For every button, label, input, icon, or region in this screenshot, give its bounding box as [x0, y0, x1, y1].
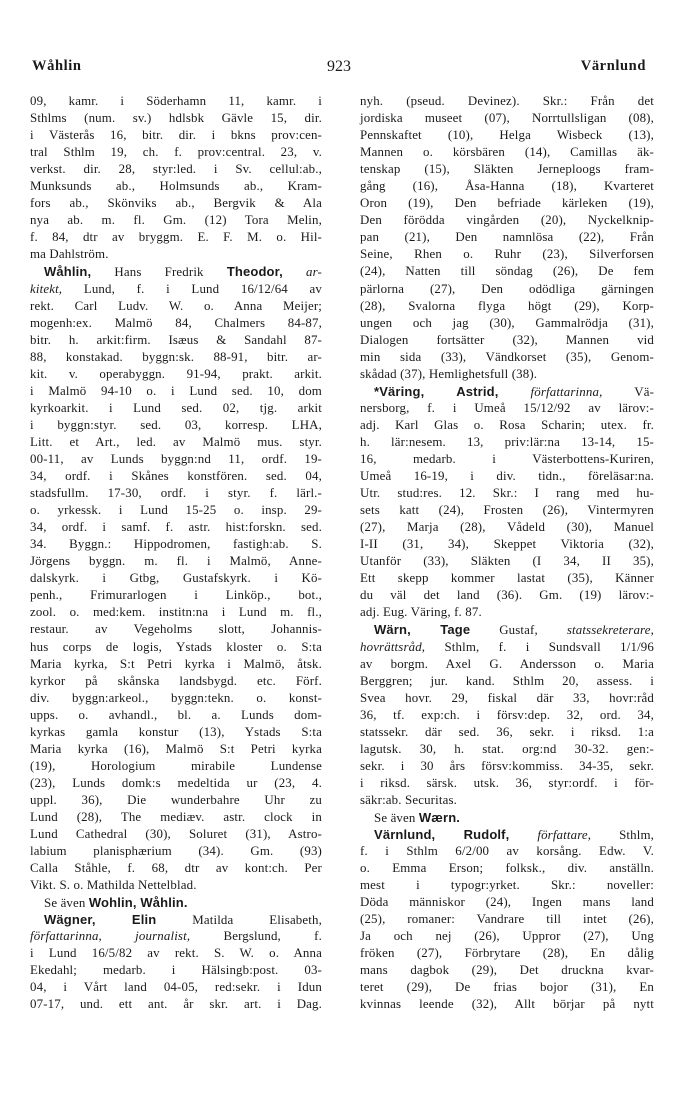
text-run: 34. Byggn.: Hippodromen, fastigh:ab. S.	[30, 537, 322, 552]
text-line	[360, 93, 654, 110]
text-line	[360, 212, 654, 229]
text-line	[30, 366, 322, 383]
text-line	[30, 826, 322, 843]
text-line	[30, 502, 322, 519]
text-line	[360, 724, 654, 741]
text-run: fröken (27), Förbrytare (28), En dålig	[360, 946, 654, 961]
text-run: 88, konstakad. byggn:sk. 88-91, bitr. ar-	[30, 349, 322, 364]
text-line	[360, 400, 654, 417]
text-run: mest i typogr:yrket. Skr.: noveller:	[360, 878, 654, 893]
text-run: Jörgens byggn. m. fl. i Malmö, Anne-	[30, 554, 322, 569]
text-line	[360, 434, 654, 451]
text-run: Sthlm,	[591, 828, 654, 843]
text-run: kyrkor på skånska landsbygd. etc. Förf.	[30, 673, 322, 688]
text-line	[360, 110, 654, 127]
text-run: Matilda Elisabeth,	[156, 913, 322, 928]
text-run: 34, ordf. i samf. f. astr. hist:forskn. sed.	[30, 520, 322, 535]
text-line	[30, 536, 322, 553]
text-line	[360, 229, 654, 246]
text-run: Mannen o. körsbären (14), Camillas äk-	[360, 145, 654, 160]
text-line	[30, 332, 322, 349]
text-line	[360, 621, 654, 638]
right-text-column	[360, 93, 654, 1014]
text-line	[30, 604, 322, 621]
text-run: h. lär:nesem. 13, priv:lär:na 13-14, 15-	[360, 434, 654, 449]
text-run: verkst. dir. 28, styr:led. i Sv. cellul:ab.,	[30, 162, 322, 177]
text-run: tral Sthlm 19, ch. f. prov:central. 23, v.	[30, 145, 322, 160]
text-line	[30, 741, 322, 758]
text-run: Bergslund, f.	[190, 929, 322, 944]
text-run: Hans Fredrik	[91, 265, 227, 280]
text-run: kvinnas leende (32), Allt börjar på nytt	[360, 997, 654, 1012]
entry-occupation: statssekreterare,	[566, 623, 654, 638]
text-line	[360, 383, 654, 400]
text-line	[360, 707, 654, 724]
text-line	[30, 911, 322, 928]
text-line	[30, 758, 322, 775]
text-line	[360, 792, 654, 809]
text-line	[30, 161, 322, 178]
text-line	[30, 93, 322, 110]
text-run: rekt. Carl Ludv. W. o. Anna Meijer;	[30, 298, 322, 313]
text-line	[360, 553, 654, 570]
entry-headword: Wärn, Tage	[374, 622, 471, 638]
text-line	[360, 127, 654, 144]
text-run: f. 84, dtr av bryggm. E. F. M. o. Hil-	[30, 230, 322, 245]
text-line	[30, 195, 322, 212]
text-run: uppl. 36), Die wunderbahre Uhr zu	[30, 792, 322, 807]
text-line	[30, 877, 322, 894]
text-line	[360, 690, 654, 707]
text-line	[30, 229, 322, 246]
text-run: nya ab. m. fl. Gm. (12) Tora Melin,	[30, 213, 322, 228]
text-line	[30, 996, 322, 1013]
text-line	[360, 673, 654, 690]
text-line	[360, 468, 654, 485]
text-line	[30, 860, 322, 877]
text-line	[360, 945, 654, 962]
text-run: (25), romaner: Vandrare till intet (26),	[360, 912, 654, 927]
entry-occupation: hovrättsråd,	[360, 639, 426, 654]
text-line	[30, 690, 322, 707]
entry-headword: *Väring, Astrid,	[374, 383, 499, 399]
text-run: statssekr. där sed. 36, sekr. i riksd. 1:a	[360, 724, 654, 739]
text-line	[30, 809, 322, 826]
text-run: Berggren; jur. kand. Sthlm 20, assess. i	[360, 673, 654, 688]
text-line	[360, 758, 654, 775]
text-line	[30, 945, 322, 962]
text-run: teret (29), De frias bojor (31), En	[360, 980, 654, 995]
text-line	[360, 979, 654, 996]
text-line	[360, 366, 654, 383]
text-line	[30, 451, 322, 468]
text-line	[30, 110, 322, 127]
entry-headword: Wærn.	[418, 809, 461, 825]
text-run: Lund Cathedral (30), Soluret (31), Astro-	[30, 827, 322, 842]
text-run: sekr. i 30 års försv:kommiss. 34-35, sekr.	[360, 758, 654, 773]
text-line	[360, 281, 654, 298]
text-run: Döda människor (24), Ingen mans land	[360, 895, 654, 910]
text-line	[360, 349, 654, 366]
text-run: (24), Natten till söndag (26), De fem	[360, 264, 654, 279]
text-line	[360, 263, 654, 280]
text-run: pärlorna (27), Den odödliga gärningen	[360, 281, 654, 296]
running-header	[32, 58, 646, 80]
text-run: Umeå 16-19, i div. tidn., föreläsar:na.	[360, 469, 654, 484]
text-line	[30, 417, 322, 434]
text-line	[30, 673, 322, 690]
text-line	[30, 962, 322, 979]
text-run: 36, tf. exp:ch. i försv:dep. 32, ord. 34,	[360, 707, 654, 722]
text-run: ungen och jag (30), Gammalrödja (31),	[360, 315, 654, 330]
text-run: 00-11, av Lunds byggn:nd 11, ordf. 19-	[30, 451, 322, 466]
text-line	[360, 519, 654, 536]
text-line	[30, 144, 322, 161]
text-run: adj. Eug. Väring, f. 87.	[360, 605, 482, 620]
text-line	[30, 178, 322, 195]
text-run: mogenh:ex. Malmö 84, Chalmers 84-87,	[30, 315, 322, 330]
text-line	[30, 775, 322, 792]
text-run: adj. Karl Glas o. Rosa Scharin; utex. fr.	[360, 417, 654, 432]
text-run: 16, medarb. i Västerbottens-Kuriren,	[360, 451, 654, 466]
text-line	[30, 485, 322, 502]
text-line	[30, 383, 322, 400]
text-run: säkr:ab. Securitas.	[360, 792, 457, 807]
text-run: 34, ordf. i Skånes konstfören. sed. 04,	[30, 469, 322, 484]
text-run: i Västerås 16, bitr. dir. i bkns prov:cen-	[30, 128, 322, 143]
text-line	[30, 212, 322, 229]
text-run: nersborg, f. i Umeå 15/12/92 av lärov:-	[360, 400, 654, 415]
text-run: dalskyrk. i Gtbg, Gustafskyrk. i Kö-	[30, 571, 322, 586]
text-run: (23), Lunds domk:s medeltida ur (23, 4.	[30, 775, 322, 790]
text-line	[360, 996, 654, 1013]
text-run: Lund (28), The mediæv. astr. clock in	[30, 809, 322, 824]
text-run: 09, kamr. i Söderhamn 11, kamr. i	[30, 94, 322, 108]
text-run: Utr. stud:res. 12. Skr.: I rang med hu-	[360, 486, 654, 501]
text-run: i byggn:styr. sed. 03, korresp. LHA,	[30, 417, 322, 432]
text-line	[360, 911, 654, 928]
text-run: stadsfullm. 17-30, ordf. i styr. f. lärl.-	[30, 486, 322, 501]
text-line	[30, 979, 322, 996]
text-run: Se även	[44, 896, 89, 911]
entry-headword: Theodor,	[226, 264, 283, 280]
text-run: bitr. h. arkit:firm. Isæus & Sandahl 87-	[30, 332, 322, 347]
text-run: Pennskaftet (10), Helga Wisbeck (13),	[360, 128, 654, 143]
text-run: kyrkas gamla konstur (13), Ystads S:ta	[30, 724, 322, 739]
text-line	[30, 315, 322, 332]
text-line	[360, 604, 654, 621]
entry-occupation: ar-	[282, 265, 322, 280]
text-run: 07-17, und. ett ant. år skr. art. i Dag.	[30, 997, 322, 1012]
text-line	[360, 826, 654, 843]
text-line	[360, 894, 654, 911]
text-run: fors ab., Skönviks ab., Bergvik & Ala	[30, 196, 322, 211]
text-line	[360, 741, 654, 758]
text-run: Gustaf,	[470, 623, 567, 638]
page-number: 923	[327, 58, 351, 75]
text-run: restaur. av Vegeholms slott, Johannis-	[30, 622, 322, 637]
text-line	[360, 877, 654, 894]
entry-occupation: kitekt,	[30, 281, 63, 296]
text-line	[30, 587, 322, 604]
text-line	[30, 894, 322, 911]
text-run: Ekedahl; medarb. i Hälsingb:post. 03-	[30, 963, 322, 978]
text-run: mans dagbok (29), Det druckna kvar-	[360, 963, 654, 978]
text-line	[360, 656, 654, 673]
header-left-guide-word: Wåhlin	[32, 58, 82, 74]
text-line	[30, 639, 322, 656]
text-run: i riksd. särsk. utsk. 36, styr:ordf. i för-	[360, 775, 654, 790]
text-line	[30, 246, 322, 263]
text-run: Sthlms (num. sv.) hdlsbk Gävle 15, dir.	[30, 111, 322, 126]
text-line	[30, 434, 322, 451]
header-right-guide-word: Värnlund	[580, 58, 646, 74]
text-run: zool. o. med:kem. institn:na i Lund m. fl.,	[30, 605, 322, 620]
text-run: (28), Svalorna flyga högt (29), Korp-	[360, 298, 654, 313]
text-run: Seine, Rhen o. Ruhr (23), Silverforsen	[360, 247, 654, 262]
text-line	[360, 144, 654, 161]
entry-headword: Wohlin, Wåhlin.	[88, 895, 188, 911]
text-line	[360, 775, 654, 792]
text-line	[30, 281, 322, 298]
text-line	[360, 502, 654, 519]
entry-headword: Wåhlin,	[44, 264, 92, 280]
entry-occupation: författarinna, journalist,	[30, 929, 191, 944]
text-line	[30, 656, 322, 673]
text-run: skådad (37), Hemlighetsfull (38).	[360, 366, 538, 381]
text-run: Munksunds ab., Holmsunds ab., Kram-	[30, 179, 322, 194]
entry-headword: Värnlund, Rudolf,	[374, 827, 510, 843]
text-run: 04, i Vårt land 04-05, red:sekr. i Idun	[30, 980, 322, 995]
text-run: i Lund 16/5/82 av rekt. S. W. o. Anna	[30, 946, 322, 961]
text-line	[30, 263, 322, 280]
text-run: labium planisphærium (34). Gm. (93)	[30, 844, 322, 859]
text-run: ma Dahlström.	[30, 247, 109, 262]
text-run: du väl det land (36). Gm. (19) lärov:-	[360, 588, 654, 603]
entry-occupation: författare,	[509, 828, 592, 843]
text-line	[30, 468, 322, 485]
text-line	[30, 928, 322, 945]
text-run: av borgm. Axel G. Andersson o. Maria	[360, 656, 654, 671]
text-line	[360, 860, 654, 877]
text-line	[360, 332, 654, 349]
text-line	[30, 792, 322, 809]
text-line	[360, 570, 654, 587]
text-run: hus corps de logis, Ystads kloster o. S:ta	[30, 639, 322, 654]
text-line	[30, 298, 322, 315]
text-line	[360, 246, 654, 263]
text-run: Svea hovr. 29, fiskal där 33, hovr:råd	[360, 690, 654, 705]
text-line	[30, 707, 322, 724]
text-run: Maria kyrka, S:t Petri kyrka i Malmö, åtsk.	[30, 656, 322, 671]
text-line	[360, 161, 654, 178]
text-run: penh., Frimurarlogen i Linköp., bot.,	[30, 588, 322, 603]
text-run: Den förödda vingården (20), Nyckelknip-	[360, 213, 654, 228]
text-run: Litt. et Art., led. av Malmö mus. styr.	[30, 434, 322, 449]
text-line	[360, 843, 654, 860]
text-run: jordiska museet (07), Norrtullsligan (08),	[360, 111, 654, 126]
text-line	[360, 536, 654, 553]
text-line	[30, 553, 322, 570]
text-run: tenskap (15), Släkten Jerneploogs fram-	[360, 162, 654, 177]
text-run: Calla Ståhle, f. 68, dtr av kont:ch. Per	[30, 861, 322, 876]
text-run: Sthlm, f. i Sundsvall 1/1/96	[425, 639, 654, 654]
entry-occupation: författarinna,	[498, 384, 603, 399]
text-run: nyh. (pseud. Devinez). Skr.: Från det	[360, 94, 654, 108]
text-line	[360, 417, 654, 434]
text-run: kit. v. operabyggn. 91-94, prakt. arkit.	[30, 366, 322, 381]
entry-headword: Wägner, Elin	[44, 912, 157, 928]
text-run: Ja och nej (26), Uppror (27), Ung	[360, 929, 654, 944]
text-run: (19), Horologium mirabile Lundense	[30, 758, 322, 773]
text-line	[30, 570, 322, 587]
text-run: f. i Sthlm 6/2/00 av korsång. Edw. V.	[360, 844, 654, 859]
text-run: Lund, f. i Lund 16/12/64 av	[62, 281, 322, 296]
text-run: lagutsk. 30, h. stat. org:nd 30-32. gen:-	[360, 741, 654, 756]
text-run: Vikt. S. o. Mathilda Nettelblad.	[30, 878, 197, 893]
text-run: I-II (31, 34), Skeppet Viktoria (32),	[360, 537, 654, 552]
text-line	[360, 962, 654, 979]
text-run: Ett skepp kommer lastat (35), Känner	[360, 571, 654, 586]
text-run: Maria kyrka (16), Malmö S:t Petri kyrka	[30, 741, 322, 756]
text-line	[30, 724, 322, 741]
text-run: min sida (33), Vändkorset (35), Genom-	[360, 349, 654, 364]
text-line	[360, 928, 654, 945]
text-run: sets katt (24), Frosten (26), Vintermyren	[360, 503, 654, 518]
text-run: pan (21), Den namnlösa (22), Från	[360, 230, 654, 245]
text-run: Dialogen fortsätter (32), Mannen vid	[360, 332, 654, 347]
text-run: i Malmö 94-10 o. i Lund sed. 10, dom	[30, 383, 322, 398]
text-run: o. yrkessk. i Lund 15-25 o. insp. 29-	[30, 503, 322, 518]
text-line	[360, 451, 654, 468]
text-run: gång (16), Åsa-Hanna (18), Kvarteret	[360, 179, 654, 194]
text-run: o. Emma Erson; folksk., div. anställn.	[360, 861, 654, 876]
text-line	[360, 195, 654, 212]
text-line	[360, 315, 654, 332]
text-run: kyrkoarkit. i Lund sed. 02, tjg. arkit	[30, 400, 322, 415]
text-run: Oron (19), Den befriade kärleken (19),	[360, 196, 654, 211]
text-run: Se även	[374, 810, 419, 825]
text-line	[30, 621, 322, 638]
left-text-column	[30, 93, 322, 1014]
text-line	[30, 519, 322, 536]
text-run: (27), Marja (28), Vådeld (30), Manuel	[360, 520, 654, 535]
text-line	[360, 639, 654, 656]
text-line	[360, 587, 654, 604]
text-line	[360, 178, 654, 195]
text-run: Vä-	[602, 384, 655, 399]
text-line	[360, 485, 654, 502]
text-line	[30, 127, 322, 144]
text-line	[30, 349, 322, 366]
text-line	[30, 400, 322, 417]
text-line	[360, 298, 654, 315]
text-run: Utanför (33), Släkten (I 34, II 35),	[360, 554, 654, 569]
text-run: div. byggn:arkeol., byggn:tekn. o. konst-	[30, 690, 322, 705]
text-line	[30, 843, 322, 860]
text-run: upps. o. avhandl., bl. a. Lunds dom-	[30, 707, 322, 722]
text-line	[360, 809, 654, 826]
